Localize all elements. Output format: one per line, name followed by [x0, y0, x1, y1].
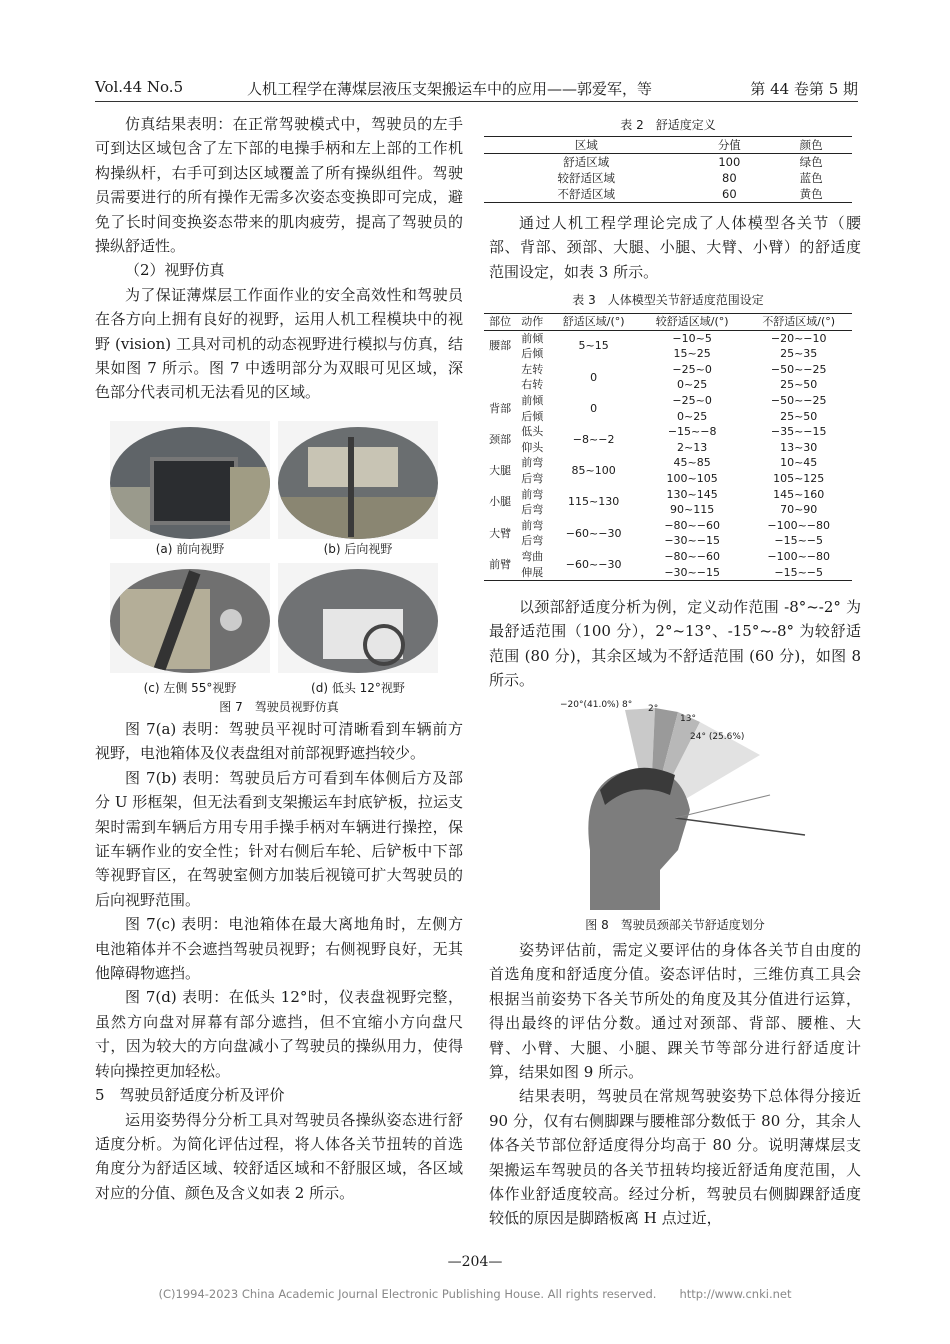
- table-cell: −15~−5: [774, 534, 824, 548]
- table-cell: 后弯: [521, 471, 544, 485]
- table-row: [484, 409, 852, 425]
- table-cell: 不舒适区域: [557, 187, 615, 201]
- fig7a-caption: (a) 前向视野: [155, 542, 225, 556]
- table-row: [484, 440, 852, 456]
- paragraph: 仿真结果表明：在正常驾驶模式中，驾驶员的左手可到达区域包含了左下部的电操手柄和左上部的工作机构操纵杆，右手可到达区域覆盖了所有操纵组件。驾驶员需要进行的所有操作无需多次姿态变换即可完成，避免了长时间变换姿态带来的肌肉疲劳，提高了驾驶员的操纵舒适性。: [95, 115, 463, 256]
- fig8-neck-comfort-figure: [560, 700, 810, 910]
- table-cell: [484, 362, 516, 393]
- table-cell: 115~130: [568, 495, 620, 509]
- fig8-label-d: 24° (25.6%): [690, 732, 745, 742]
- table-cell: 90~115: [670, 503, 715, 517]
- table3-title: 表 3 人体模型关节舒适度范围设定: [572, 293, 764, 307]
- table-cell: 前弯: [521, 487, 544, 501]
- table-row: [484, 186, 852, 203]
- fig8-label-b: 2°: [648, 704, 659, 714]
- table-cell: 弯曲: [521, 549, 544, 563]
- table2-title: 表 2 舒适度定义: [620, 118, 716, 132]
- section-heading: 5 驾驶员舒适度分析及评价: [95, 1086, 285, 1105]
- table-cell: 100~105: [666, 471, 718, 485]
- table-cell: −35~−15: [770, 425, 827, 439]
- table-cell: −25~0: [672, 362, 712, 376]
- table-cell: −20~−10: [770, 331, 827, 345]
- table-cell: 背部: [489, 401, 512, 415]
- table-cell: 大腿: [489, 464, 512, 478]
- table-cell: 130~145: [666, 487, 718, 501]
- paragraph: 结果表明，驾驶员在常规驾驶姿势下总体得分接近 90 分，仅有右侧脚踝与腰椎部分数低于 80 分，其余人体各关节部位舒适度得分均高于 80 分。说明薄煤层支架搬运车驾驶员的各关节扭转均接近舒适角度范围，人体作业舒适度较高。经过分析，驾驶员右侧脚踝舒适度较低的原因是脚踏板离 H 点过近，: [489, 1087, 861, 1228]
- table-cell: 绿色: [799, 155, 823, 169]
- table-cell: −80~−60: [664, 549, 720, 563]
- table-cell: 颈部: [489, 432, 512, 446]
- table-cell: 0: [590, 401, 598, 415]
- fig7c-caption: (c) 左侧 55°视野: [143, 681, 237, 695]
- table-cell: 70~90: [780, 503, 818, 517]
- table-cell: 2~13: [677, 440, 708, 454]
- paragraph: 为了保证薄煤层工作面作业的安全高效性和驾驶员在各方向上拥有良好的视野，运用人机工程模块中的视野 (vision) 工具对司机的动态视野进行模拟与仿真，结果如图 7 所示。图 7 中透明部分为双眼可见区域，深色部分代表司机无法看见的区域。: [95, 285, 463, 402]
- paragraph: 运用姿势得分分析工具对驾驶员各操纵姿态进行舒适度分析。为简化评估过程，将人体各关节扭转的首选角度分为舒适区域、较舒适区域和不舒服区域，各区域对应的分值、颜色及含义如表 2 所示。: [95, 1110, 463, 1202]
- table3-header: 舒适区域/(°): [562, 315, 625, 328]
- table-cell: 25~50: [780, 409, 818, 423]
- fig7c-left-view: [110, 563, 270, 673]
- table-cell: 后弯: [521, 503, 544, 517]
- table-row: [484, 154, 852, 171]
- table-cell: 黄色: [799, 187, 823, 201]
- table-cell: 0: [590, 370, 598, 384]
- table-row: [484, 502, 852, 518]
- table-cell: 85~100: [571, 464, 616, 478]
- table3-header: 不舒适区域/(°): [762, 315, 836, 328]
- table-cell: 前弯: [521, 518, 544, 532]
- table-cell: 伸展: [521, 565, 544, 579]
- fig7-title: 图 7 驾驶员视野仿真: [219, 700, 339, 714]
- table-cell: 仰头: [521, 440, 544, 454]
- header-volume: Vol.44 No.5: [95, 78, 184, 96]
- table-cell: 低头: [521, 425, 544, 439]
- table-row: [484, 377, 852, 393]
- table-row: [484, 330, 852, 346]
- paragraph: 图 7(c) 表明：电池箱体在最大离地角时，左侧方电池箱体并不会遮挡驾驶员视野；右侧视野良好，无其他障碍物遮挡。: [95, 915, 463, 983]
- right-column-neck: [489, 595, 861, 693]
- fig8-label-a: −20°(41.0%) 8°: [560, 700, 633, 710]
- table-row: [484, 549, 852, 565]
- table-cell: 较舒适区域: [557, 171, 615, 185]
- table-row: [484, 487, 852, 503]
- table3: [484, 313, 852, 581]
- table-cell: 前弯: [521, 456, 544, 470]
- paragraph: 以颈部舒适度分析为例，定义动作范围 -8°~-2° 为最舒适范围（100 分），2°~13°、-15°~-8° 为较舒适范围 (80 分)，其余区域为不舒适范围 (60 分)，如图 8 所示。: [489, 598, 861, 690]
- header-title: 人机工程学在薄煤层液压支架搬运车中的应用——郭爱军，等: [247, 80, 653, 98]
- running-header: [95, 78, 858, 102]
- table-cell: 145~160: [773, 487, 825, 501]
- paragraph: 图 7(d) 表明：在低头 12°时，仪表盘视野完整，虽然方向盘对屏幕有部分遮挡，但不宜缩小方向盘尺寸，因为较大的方向盘减小了驾驶员的操纵用力，使得转向操控更加轻松。: [95, 988, 463, 1080]
- table-cell: 左转: [521, 362, 544, 376]
- header-rule: [95, 101, 858, 102]
- left-column-lower: [95, 717, 463, 1205]
- table-cell: 前倾: [521, 331, 544, 345]
- table-row: [484, 424, 852, 440]
- table-cell: −15~−5: [774, 565, 824, 579]
- table-row: [484, 170, 852, 186]
- table-cell: 小腿: [489, 495, 512, 509]
- table-cell: −50~−25: [770, 362, 827, 376]
- table-cell: 10~45: [780, 456, 818, 470]
- right-column-intro: [489, 211, 861, 284]
- table-cell: 45~85: [673, 456, 711, 470]
- table3-header: 部位: [489, 315, 512, 328]
- table-cell: 后倾: [521, 347, 544, 361]
- table-row: [484, 518, 852, 534]
- subheading-vision: （2）视野仿真: [125, 261, 225, 280]
- fig7b-rear-view: [278, 421, 438, 539]
- table-cell: −15~−8: [667, 425, 717, 439]
- table-row: [484, 565, 852, 581]
- table-cell: 25~50: [780, 378, 818, 392]
- page-number: —204—: [447, 1254, 503, 1270]
- table-cell: −100~−80: [767, 518, 831, 532]
- paragraph: 图 7(b) 表明：驾驶员后方可看到车体侧后方及部分 U 形框架，但无法看到支架搬运车封底铲板，拉运支架时需到车辆后方用专用手操手柄对车辆进行操控，保证车辆作业的安全性；针对右侧后车轮、后铲板中下部等视野盲区，在驾驶室侧方加装后视镜可扩大驾驶员的后向视野范围。: [95, 768, 463, 909]
- table-cell: 蓝色: [799, 171, 823, 185]
- fig7b-caption: (b) 后向视野: [323, 542, 393, 556]
- table-cell: 0~25: [677, 409, 708, 423]
- table-row: [484, 471, 852, 487]
- table-cell: 25~35: [780, 347, 818, 361]
- copyright-footer: (C)1994-2023 China Academic Journal Electronic Publishing House. All rights reserved. http://www.cnki.net: [158, 1287, 792, 1301]
- table-cell: 腰部: [489, 339, 512, 353]
- table-cell: 舒适区域: [563, 155, 610, 169]
- fig8-title: 图 8 驾驶员颈部关节舒适度划分: [585, 918, 765, 932]
- table-cell: 右转: [521, 378, 544, 392]
- table-cell: −80~−60: [664, 518, 720, 532]
- fig8-label-c: 13°: [680, 714, 696, 724]
- table2-header: 颜色: [799, 138, 823, 152]
- table-cell: −50~−25: [770, 393, 827, 407]
- table-cell: 大臂: [489, 526, 512, 540]
- fig8-head-illustration: [560, 700, 810, 910]
- table-cell: 后弯: [521, 534, 544, 548]
- paragraph: 图 7(a) 表明：驾驶员平视时可清晰看到车辆前方视野，电池箱体及仪表盘组对前部视野遮挡较少。: [95, 720, 463, 763]
- table-cell: 15~25: [673, 347, 711, 361]
- right-column-lower: [489, 938, 861, 1231]
- table2-header: 分值: [717, 138, 741, 152]
- table-cell: −10~5: [672, 331, 712, 345]
- table2-header: 区域: [574, 138, 598, 152]
- table-cell: 60: [722, 187, 737, 201]
- table-cell: −100~−80: [767, 549, 831, 563]
- table-cell: 80: [722, 171, 737, 185]
- table-cell: 0~25: [677, 378, 708, 392]
- table-row: [484, 362, 852, 378]
- table-cell: 13~30: [780, 440, 818, 454]
- fig7a-forward-view: [110, 421, 270, 539]
- table-row: [484, 393, 852, 409]
- header-issue: 第 44 卷第 5 期: [750, 80, 858, 98]
- paragraph: 姿势评估前，需定义要评估的身体各关节自由度的首选角度和舒适度分值。姿态评估时，三维仿真工具会根据当前姿势下各关节所处的角度及其分值进行运算，得出最终的评估分数。通过对颈部、背部、腰椎、大臂、小臂、大腿、小腿、踝关节等部分进行舒适度计算，结果如图 9 所示。: [489, 941, 861, 1082]
- table-cell: −30~−15: [664, 565, 720, 579]
- table-row: [484, 455, 852, 471]
- table-cell: 5~15: [578, 339, 609, 353]
- table-cell: −25~0: [672, 393, 712, 407]
- table3-header: 较舒适区域/(°): [655, 315, 729, 328]
- table2: [484, 136, 852, 203]
- table-cell: 前倾: [521, 393, 544, 407]
- fig7d-caption: (d) 低头 12°视野: [311, 681, 405, 695]
- table-row: [484, 533, 852, 549]
- table-cell: 100: [718, 155, 741, 169]
- table-row: [484, 346, 852, 362]
- table-cell: 105~125: [773, 471, 825, 485]
- table-cell: 后倾: [521, 409, 544, 423]
- paragraph: 通过人机工程学理论完成了人体模型各关节（腰部、背部、颈部、大腿、小腿、大臂、小臂）的舒适度范围设定，如表 3 所示。: [489, 214, 861, 281]
- table3-header: 动作: [521, 315, 544, 328]
- table-cell: −30~−15: [664, 534, 720, 548]
- table-cell: 前臂: [489, 557, 512, 571]
- table-cell: −60~−30: [565, 526, 622, 540]
- fig7d-head-down-view: [278, 563, 438, 673]
- left-column: [95, 112, 463, 405]
- table-cell: −60~−30: [565, 557, 622, 571]
- table-cell: −8~−2: [572, 432, 615, 446]
